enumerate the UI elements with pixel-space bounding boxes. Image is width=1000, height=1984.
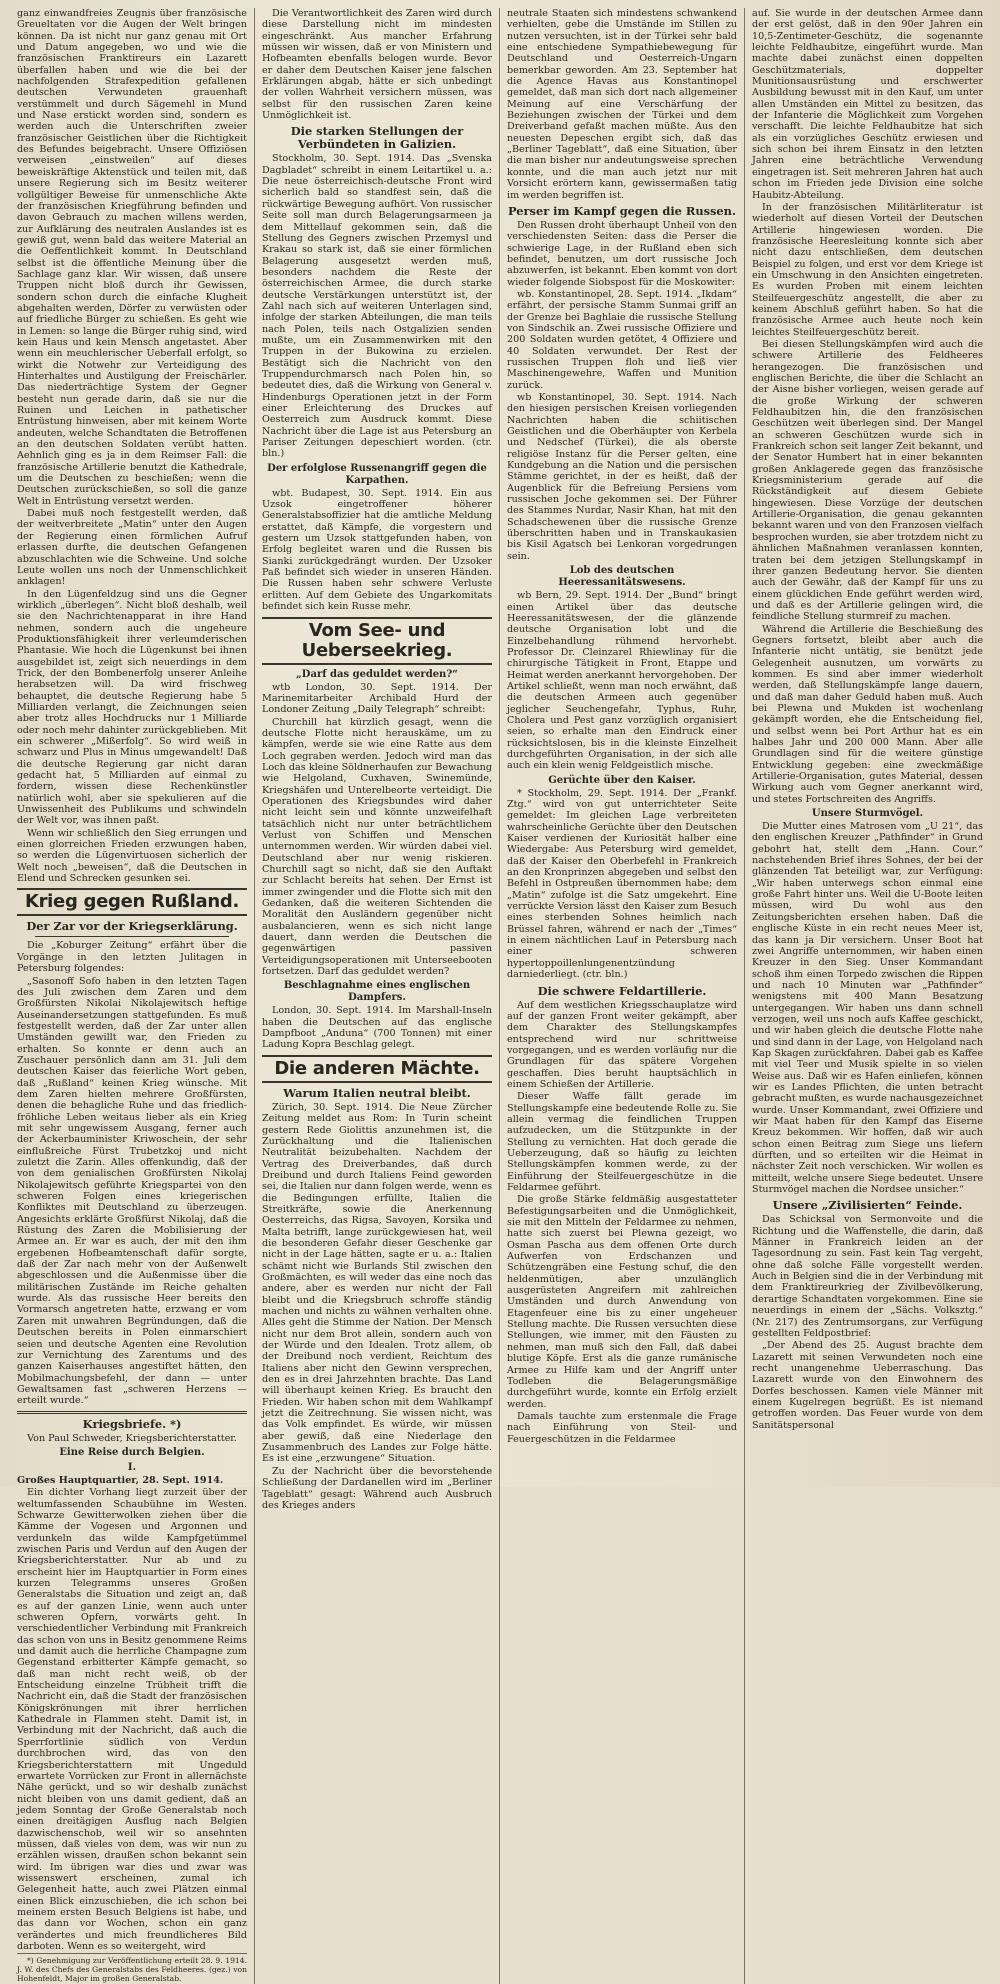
article-text: Auf dem westlichen Kriegsschauplatze wird auf der ganzen Front weiter gekämpft, aber dem Charakter des Stellungskampfes entsprechend wird nur schrittweise vorgegangen, und es werden vorläufig nur die Grundlagen für das spätere Vorgehen geschaffen. Dies beruht hauptsächlich in einem Schießen der Artillerie.	[507, 999, 737, 1090]
divider	[17, 1411, 247, 1414]
article-text: wbt. Budapest, 30. Sept. 1914. Ein aus Uzsok eingetroffener höherer Generalstabsoffizier hat die amtliche Meldung erstattet, daß Kämpfe, die vorgestern und gestern um Uzsok stattgefunden haben, von Erfolg begleitet waren und die Russen bis Sianki zurückgedrängt wurden. Der Uzsoker Paß befindet sich wieder in unseren Händen. Die Russen haben sehr schwere Verluste erlitten. Auf dem Gebiete des Ungarkomitats befindet sich kein Russe mehr.	[262, 487, 492, 613]
article-headline: „Darf das geduldet werden?“	[296, 668, 458, 680]
article-headline: Der Zar vor der Kriegserklärung.	[26, 919, 238, 934]
article-subheadline: Eine Reise durch Belgien.	[59, 1446, 205, 1458]
article-text: Das Schicksal von Sermonvoite und die Richtung und die Waffenstelle, die darin, daß Männer in Frankreich leiden an der Tagesordnung zu sein. Fast kein Tag vergeht, ohne daß solche Fälle vorgestellt werden. Auch in Belgien sind die in der Verbindung mit dem Franktireurkrieg der Zivilbevölkerung, derartige Schandtaten vorgekommen. Eine sie neuerdings in einem der „Sächs. Volksztg.“ (Nr. 217) des Zentrumsorgans, zur Verfügung gestellten Feldpostbrief:	[752, 1214, 983, 1339]
article-text: „Sasonoff Sofo haben in den letzten Tagen des Juli zwischen dem Zaren und dem Großfürsten Nikolai Nikolajewitsch heftige Auseinandersetzungen stattgefunden. Es muß festgestellt werden, daß der Zar unter allen Umständen gewillt war, den Frieden zu erhalten. So konnte er denn auch an Zuschauer persönlich dann am 31. Juli dem deutschen Kaiser das feierliche Wort geben, daß „Rußland“ keinen Krieg wünsche. Mit dem Zaren hielten mehrere Großfürsten, denen die behagliche Ruhe und das friedlich-fröhliche Leben weitaus lieber als ein Krieg mit sehr ungewissem Ausgang, ferner auch der Ackerbauminister Kriwoschein, der sehr einflußreiche Fürst Trubetzkoj und nicht zuletzt die Zarin. Alles offenkundig, daß der von dem genialischen Großfürsten Nikolaj Nikolajewitsch geführte Kriegspartei von den schweren Folgen eines kriegerischen Konfliktes mit Deutschland zu überzeugen. Angesichts erklärte Großfürst Nikolaj, daß die Rüstung des Zaren die Mobilisierung der Armee an. Er war es auch, der mit den ihm ergebenen Hofbeamtenschaft dafür sorgte, daß der Zar nach mehr von der Außenwelt abgeschlossen und die Außenmisse über die militärischen Zustände im Reiche gehalten wurde. Als das russische Heer bereits den Vormarsch angetreten hatte, erzwang er vom Zaren mit unwahren Begründungen, daß die Deutschen bereits in Polen einmarschiert seien und deutsche Agenten eine Revolution zur Vernichtung des Zarentums und des ganzen Kaiserhauses angestiftet hätten, den Mobilmachungsbefehl, der dann — unter Gewaltsamen fast „schweren Herzens — erteilt wurde.“	[17, 975, 247, 1407]
article-text: wtb London, 30. Sept. 1914. Der Marinemitarbeiter Archibald Hurd der Londoner Zeitung „Daily Telegraph“ schreibt:	[262, 681, 492, 716]
article-headline: Kriegsbriefe. *)	[82, 1416, 182, 1431]
divider	[35, 936, 229, 937]
article-headline: Warum Italien neutral bleibt.	[283, 1085, 471, 1100]
article-headline: Die starken Stellungen der Verbündeten in Galizien.	[290, 124, 464, 152]
article-text: London, 30. Sept. 1914. Im Marshall-Inseln haben die Deutschen auf das englische Dampfboot „Anduna“ (700 Tonnen) mit einer Ladung Kopra Beschlag gelegt.	[262, 1005, 492, 1051]
article-text: Während die Artillerie die Beschießung des Gegners fortsetzt, bleibt aber auch die Infanterie nicht untätig, sie benützt jede Gelegenheit ausnutzen, um vorwärts zu kommen. Es sind aber immer wiederholt werden, daß Stellungskämpfe lange dauern, und daß man daher Geduld haben muß. Auch bei Plewna und Mukden ist wochenlang gekämpft worden, ehe die Entscheidung fiel, und selbst wenn bei Port Arthur hat es ein halbes Jahr und 200 000 Mann. Aber alle Grundlagen sind für die weitere günstige Entwicklung gegeben: eine zweckmäßige Artillerie-Organisation, gutes Material, dessen Wirkung auch vom Gegner anerkannt wird, und stetes Fortschreiten des Angriffs.	[752, 623, 983, 805]
column-1	[10, 8, 255, 1984]
section-headline: Vom See- und Ueberseekrieg.	[262, 617, 492, 665]
article-text: Wenn wir schließlich den Sieg errungen und einen glorreichen Frieden erzwungen haben, so werden die Lügenvirtuosen sicherlich der Welt noch „beweisen“, daß die Deutschen in Elend und Schrecken gesunken sei.	[17, 827, 247, 885]
column-4	[745, 8, 990, 1984]
article-text: auf. Sie wurde in der deutschen Armee dann der erst gelöst, daß in den 90er Jahren ein 10,5-Zentimeter-Geschütz, die sogenannte leichte Feldhaubitze, eingeführt wurde. Man machte dabei zunächst einen doppelten Geschützmaterials, doppelter Munitionsausrüstung und erschwerter Ausbildung bewusst mit in den Kauf, um unter allen Umständen ein Mittel zu besitzen, das der Infanterie die Möglichkeit zum Vorgehen verschafft. Die leichte Feldhaubitze hat sich als ein vorzügliches Geschütz erwiesen und sich schon bei ihrem Einsatz in den letzten Jahren eine beträchtliche Verwendung eingetragen ist. Seit mehreren Jahren hat auch schon im Frieden jede Division eine solche Haubitz-Abteilung.	[752, 8, 983, 201]
article-text: Die große Stärke feldmäßig ausgestatteter Befestigungsarbeiten und die Unmöglichkeit, sie mit den Mitteln der Feldarmee zu nehmen, hatte sich zuerst bei Plewna gezeigt, wo Osman Pascha aus dem offenen Orte durch Aufwerfen von Erdschanzen und Schützengräben eine Festung schuf, die den heldenmütigen, aber unzulänglich ausgerüsteten Angreifern mit zahlreichen Umständen und durch Anwendung von Etagenfeuer eine bis zu einer ungeheuer Stellung machte. Die Russen versuchten diese Stellungen, wie immer, mit den Fäusten zu nehmen, man muß sich den Fall, daß dabei blutige Köpfe. Erst als die ganze rumänische Armee zu Hilfe kam und der Angriff unter Todleben die Belagerungsmäßige durchgeführt wurde, konnte ein Erfolg erzielt werden.	[507, 1194, 737, 1410]
footnote: *) Genehmigung zur Veröffentlichung erteilt 28. 9. 1914. J. W. des Chefs des Generalstabs des Feldheeres. (gez.) von Hohenfeldt, Major im großen Generalstab.	[17, 1953, 247, 1983]
article-headline: Lob des deutschen Heeressanitätswesens.	[558, 565, 686, 589]
article-text: Die Verantwortlichkeit des Zaren wird durch diese Darstellung nicht im mindesten eingeschränkt. Aus mancher Erfahrung müssen wir wissen, daß er von Ministern und Hofbeamten ebenfalls belogen wurde. Bevor er daher dem Deutschen Kaiser jene falschen Erklärungen abgab, hätte er sich unbedingt der vollen Wahrheit versichern müssen, was selbst für den russischen Zaren keine Unmöglichkeit ist.	[262, 8, 492, 122]
article-headline: Gerüchte über den Kaiser.	[548, 774, 696, 786]
dateline: Großes Hauptquartier, 28. Sept. 1914.	[17, 1474, 224, 1486]
article-headline: Perser im Kampf gegen die Russen.	[508, 203, 736, 218]
article-text: Zürich, 30. Sept. 1914. Die Neue Zürcher Zeitung meldet aus Rom: In Turin scheint gestern Rede Giolittis anzunehmen ist, die Zurückhaltung und die Italienischen Neutralität beizubehalten. Nachdem der Vertrag des Dreiverbandes, daß durch Dreibund und durch Italiens Feind geworden sei, die Italien nur dann folgen werde, wenn es die Bedingungen erfüllte, Italien die Streitkräfte, sowie die Anerkennung Oesterreichs, das Rigsa, Savoyen, Korsika und Malta betrifft, lange zurückgewiesen hat, weil die besonderen Gefahr dieser Geschenke gar nicht in der Lage hätten, sagte er u. a.: Italien schämt nicht wie Burlands Stil zwischen den Großmächten, es will weder das eine noch das andere, aber es werden nur nicht der Fall bleibt und die Kriegsbruch schroffe ständig machen und nichts zu wähnen verhalten ohne. Alles geht die Stimme der Nation. Der Mensch nicht nur dem Brot allein, sondern auch von der Würde und den Idealen. Trotz allem, ob der Dreibund noch verdient, Reichtum des Italiens aber nicht den Gewinn versprechen, den es in drei Jahrzehnten brachte. Das Land will überhaupt keinen Krieg. Es braucht den Frieden. Wir haben schon mit dem Wahlkampf jetzt die Zeitrechnung. Sie wissen nicht, was das Volk empfindet. Es würde, wir müssen aber gewiß, daß eine Niederlage den Zusammenbruch des Landes zur Folge hätte. Es ist eine „erzwungene“ Situation.	[262, 1101, 492, 1465]
article-headline: Beschlagnahme eines englischen Dampfers.	[283, 980, 471, 1004]
article-text: Zu der Nachricht über die bevorstehende Schließung der Dardanellen wird im „Berliner Tageblatt“ gesagt: Während auch Ausbruch des Krieges anders	[262, 1465, 492, 1511]
section-headline: Krieg gegen Rußland.	[17, 888, 247, 916]
column-2	[255, 8, 500, 1984]
article-text: In den Lügenfeldzug sind uns die Gegner wirklich „überlegen“. Nicht bloß deshalb, weil sie den Nachrichtenapparat in ihre Hand nehmen, sondern auch die ungeheure Produktionsfähigkeit ihrer verleumderischen Phantasie. Wie hoch die Lügenkunst bei ihnen ausgebildet ist, zeigt sich neuerdings in dem Trick, der den Bombenerfolg unserer Anleihe herabsetzen will. Da wird frischweg behauptet, die deutsche Regierung habe 5 Milliarden verlangt, die Zeichnungen seien aber trotz alles Hochdrucks nur 1 Milliarde oder noch mehr dahinter zurückgeblieben. Mit ein schwerer „Mißerfolg“. So wird weiß in schwarz und Plus in Minus umgewandelt! Daß die deutsche Regierung gar nicht daran gedacht hat, 5 Milliarden auf einmal zu fordern, wissen diese Rechenkünstler natürlich wohl, aber sie spekulieren auf die Unwissenheit des Publikums und schwindeln der Welt vor, was ihnen paßt.	[17, 588, 247, 827]
section-headline: Die anderen Mächte.	[262, 1055, 492, 1083]
article-text: Die Mutter eines Matrosen vom „U 21“, das den englischen Kreuzer „Pathfinder“ in Grund gebohrt hat, stellt dem „Hann. Cour.“ nachstehenden Brief ihres Sohnes, der bei der glänzenden Tat beteiligt war, zur Verfügung: „Wir haben unterwegs schon einmal eine große Fahrt hinter uns. Weil die U-Boote leiten müssen, wird Du wohl aus den Zeitungsberichten ersehen haben. Daß die englische Küste in ein recht neues Meer ist, das kann ja Dir versichern. Unser Boot hat zwei Angriffe unternommen, wir haben einen Kreuzer in den Sieg. Unser Kommandant schoß ihm einen Torpedo zwischen die Rippen und nach 10 Minuten war „Pathfinder“ wenigstens mit 400 Mann Besatzung untergegangen. Wir haben uns dann schnell verzogen, weil uns noch aufs Kaffee geschickt, und wir haben gleich die deutsche Flotte nahe und sind dann in der Lage, von Helgoland nach Kap Skagen zurückfahren. Dabei gab es Kaffee mit viel Teer und Musik spielte in so vielen Weise aus. Daß wir es Hafen einliefen, können wir es Landes Pflichten, die unten betracht gebracht mußten, es wurde nachausgezeichnet wurde. Unser Kommandant, zwei Offiziere und wir Maat haben für den Kampf das Eiserne Kreuz bekommen. Wir hoffen, daß wir auch schon einen Beitrag zum Siege uns liefern dürften, und so erteilten wir die Heimat in nächster Zeit noch verschicken. Wir wollen es mitteilt, welche unsere Siege bedeutet. Unsere Sturmvögel machen die Nordsee unsicher.“	[752, 821, 983, 1196]
article-text: Dabei muß noch festgestellt werden, daß der weitverbreitete „Matin“ unter den Augen der Regierung einen förmlichen Aufruf erlassen durfte, die deutschen Gefangenen abzuschlachten wie die Schweine. Und solche Leute wollen uns noch der Unmenschlichkeit anklagen!	[17, 508, 247, 588]
article-headline: Unsere Sturmvögel.	[811, 808, 924, 820]
article-text: „Der Abend des 25. August brachte dem Lazarett mit seinen Verwundeten noch eine recht unangenehme Ueberraschung. Das Lazarett wurde von den Einwohnern des Dorfes beschossen. Kamen viele Männer mit einem Kugelregen begrüßt. Es ist niemand getroffen worden. Das Feuer wurde von dem Sanitätspersonal	[752, 1340, 983, 1431]
article-text: wb. Konstantinopel, 28. Sept. 1914. „Ikdam“ erfährt, der persische Stamm Sunmai griff an der Grenze bei Baghlaie die russische Stellung von Sindschik an. Zwei russische Offiziere und 200 Soldaten wurden getötet, 4 Offiziere und 40 Soldaten verwundet. Der Rest der russischen Truppen floh und ließ vier Maschinengewehre, Waffen und Munition zurück.	[507, 288, 737, 391]
article-text: Damals tauchte zum erstenmale die Frage nach Einführung von Steil- und Feuergeschützen in die Feldarmee	[507, 1410, 737, 1445]
article-text: Dieser Waffe fällt gerade im Stellungskampfe eine bedeutende Rolle zu. Sie allein vermag die feindlichen Truppen aufzudecken, um die Stützpunkte in der Stellung zu vernichten. Hat doch gerade die Ueberzeugung, daß so häufig zu leichten Stellungskämpfen kommen werde, zu der Einführung der Steilfeuergeschütze in die Feldarmee geführt.	[507, 1091, 737, 1193]
article-text: Bei diesen Stellungskämpfen wird auch die schwere Artillerie des Feldheeres herangezogen. Die französischen und englischen Berichte, die über die Schlacht an der Aisne bisher vorliegen, weisen gerade auf die große Wirkung der schweren Feldhaubitzen hin, die den französischen Geschützen weit überlegen sind. Der Mangel an schweren Geschützen wurde sich in Frankreich schon seit langer Zeit bekannt, und der Senator Humbert hat in einer bekannten großen Anklagerede gegen das französische Kriegsministerium gerade auf die Rückständigkeit auf diesem Gebiete hingewiesen. Diese Vorzüge der deutschen Artillerie-Organisation, die genau gekannten bekannt waren und von den Franzosen vielfach besprochen wurden, sie aber trotzdem nicht zu ähnlichen Maßnahmen veranlassen konnten, traten bei dem jetzigen Stellungskampf in ihrer ganzen Bedeutung hervor. Sie dienten auch der Gewähr, daß der Kampf für uns zu einem glücklichen Ende geführt werden wird, und daß es der Artillerie gelingen wird, die feindliche Stellung sturmreif zu machen.	[752, 338, 983, 623]
article-text: Ein dichter Vorhang liegt zurzeit über der weltumfassenden Schaubühne im Westen. Schwarze Gewitterwolken ziehen über die Kämme der Vogesen und Argonnen und verdunkeln das wilde Kampfgetümmel zwischen Paris und Verdun auf den Augen der Kriegsberichterstatter. Nur ab und zu erscheint hier im Hauptquartier in Form eines kurzen Telegramms unseres Großen Generalstabs die Situation und zeigt an, daß es auf der ganzen Linie, wenn auch unter schweren Opfern, vorwärts geht. In verschiedentlicher Verbindung mit Frankreich das schon von uns in Besitz genommene Reims und damit auch die herrliche Champagne zum Gegenstand erbitterter Kämpfe gemacht, so daß man nicht recht weiß, ob der Entscheidung einzelne Trübheit trifft die Nachricht ein, daß die Stadt der französischen Königskrönungen mit ihrer herrlichen Kathedrale in Flammen steht. Damit ist, in Verbindung mit der Nachricht, daß auch die Sperrfortlinie südlich von Verdun durchbrochen wird, das von den Kriegsberichterstattern mit Ungeduld erwartete Vorrücken zur Front in allernächste Nähe gerückt, und so wir deshalb zunächst nicht bleiben von uns damit gedient, daß an jedem Sonntag der Große Generalstab noch einen dreitägigen Ausflug nach Belgien dazwischenschob, weil wir so ansehnten müssen, daß vieles von dem, was wir nun zu erzählen wissen, draußen schon bekannt sein wird. Im übrigen war dies und zwar was wissenswert erscheinen, zumal ich Gelegenheit hatte, auch zwei Plätzen einmal einen Blick einzuschieben, die ich schon bei meinem ersten Besuch Belgiens ist habe, und das dann vor Wochen, schon ein ganz verändertes und mich freundlicheres Bild darboten. Wenn es so weitergeht, wird	[17, 1487, 247, 1952]
byline: Von Paul Schweder, Kriegsberichterstatter.	[27, 1432, 237, 1444]
article-headline: Die schwere Feldartillerie.	[537, 983, 707, 998]
article-text: neutrale Staaten sich mindestens schwankend verhielten, gebe die Umstände im Stillen zu nutzen versuchten, ist in der Türkei sehr bald eine entschiedene Sympathiebewegung für Deutschland und Oesterreich-Ungarn bemerkbar geworden. Am 23. September hat die Agence Havas aus Konstantinopel gemeldet, daß man sich dort nach allgemeiner Meinung auf eine Verschärfung der Beziehungen zwischen der Türkei und dem Dreiverband gefaßt machen müßte. Aus den neuesten Depeschen ergibt sich, daß das „Berliner Tageblatt“, daß eine Situation, über die man bisher nur andeutungsweise sprechen konnte, und die man auch jetzt nur mit Vorsicht erörtern kann, gewissermaßen tatig im werden begriffen ist.	[507, 8, 737, 201]
article-text: In der französischen Militärliteratur ist wiederholt auf diesen Vorteil der Deutschen Artillerie hingewiesen worden. Die französische Heeresleitung konnte sich aber nicht dazu entschließen, dem deutschen Beispiel zu folgen, und erst vor dem Kriege ist ein Umschwung in den Ansichten eingetreten. Es wurden Proben mit einem leichten Steilfeuergeschütz angestellt, die aber zu keinem Abschluß geführt haben. So hat die französische Armee auch heute noch kein leichtes Steilfeuergeschütz bereit.	[752, 201, 983, 338]
article-headline: Der erfolglose Russenangriff gegen die Karpathen.	[267, 462, 487, 486]
article-text: wb Bern, 29. Sept. 1914. Der „Bund“ bringt einen Artikel über das deutsche Heeressanitätswesen, der die glänzende deutsche Organisation lobt und die Einzelbehandlung rühmend hervorhebt. Professor Dr. Cleinzarel Rhiewlinay für die chirurgische Tätigkeit in Front, Etappe und Heimat werden anerkannt hervorgehoben. Der Artikel schließt, wenn man noch erwähnt, daß die deutschen Armeen auch gegenüber jeglicher Seuchengefahr, Typhus, Ruhr, Cholera und Pest ganz vorzüglich organisiert seien, so erhalte man den Eindruck einer rücksichtslosen, bis in die kleinste Einzelheit durchgeführten Organisation, in der sich alle auch ein klein wenig Feldgeistlich mische.	[507, 590, 737, 772]
article-text: * Stockholm, 29. Sept. 1914. Der „Frankf. Ztg.“ wird von gut unterrichteter Seite gemeldet: Im gleichen Lage verbreiteten wahrscheinliche Gerüchte über den Deutschen Kaiser verdienen der Kuriosität halber eine Wiedergabe: Aus Petersburg wird gemeldet, daß der Kaiser den Oberbefehl in Frankreich an den Kronprinzen abgegeben und selbst den Befehl in Ostpreußen übernommen habe; dem „Matin“ zufolge ist die Satz umgekehrt. Eine verrückte Version lässt den Kaiser zum Besuch eines sterbenden Sohnes heimlich nach Brüssel fahren, während er nach der „Times“ in einem nächtlichen Lauf in Petersburg nach einer schweren hypertoppoillenlungenentzündung darniederliegt. (ctr. bln.)	[507, 787, 737, 981]
article-text: Die „Koburger Zeitung“ erfährt über die Vorgänge in den letzten Julitagen in Petersburg folgendes:	[17, 940, 247, 975]
article-text: wb Konstantinopel, 30. Sept. 1914. Nach den hiesigen persischen Kreisen vorliegenden Nachrichten haben die schiitischen Geistlichen und die Oberhäupter von Kerbela und Nedschef (Türkei), die als oberste religiöse Instanz für die Perser gelten, eine Kundgebung an die Nation und die persischen Stämme gerichtet, in der es heißt, daß der Augenblick für die Befreiung Persiens vom russischen Joche gekommen sei. Der Führer des Stammes Nurdar, Nasir Khan, hat mit den Schadschewenen über die russische Grenze überschritten haben und in Transkaukasien bis Kisil Agatsch bei Lenkoran vorgedrungen sein.	[507, 392, 737, 562]
article-text: Stockholm, 30. Sept. 1914. Das „Svenska Dagbladet“ schreibt in einem Leitartikel u. a.: Die neue österreichisch-deutsche Front wird sicherlich bald so standfest sein, daß die rückwärtige Bewegung aufhört. Von russischer Seite soll man durch Belagerungsarmeen ja dem Mittellauf gekommen sein, daß die Stellung des Gegners zwischen Przemysl und Krakau so stark ist, daß sie einer förmlichen Belagerung ausgesetzt werden muß, besonders nachdem die Reste der österreichischen Armee, die durch starke deutsche Verstärkungen unterstützt ist, der Zahl nach sich auf weiteren Unterlagen sind, infolge der starken Abteilungen, die man teils nach Polen, teils nach Ostgalizien senden mußte, um ein Zusammenwirken mit den Truppen in der Bukowina zu erzielen. Bestätigt sich die Nachricht von den Truppendurchmarsch nach Polen hin, so bedeutet dies, daß die Wirkung von General v. Hindenburgs Operationen jetzt in der Form einer Erleichterung des Druckes auf Oesterreich zum Ausdruck kommt. Diese Nachricht über die Lage ist aus Petersburg an Pariser Zeitungen depeschiert worden. (ctr. bln.)	[262, 153, 492, 460]
article-headline: Unsere „Zivilisierten“ Feinde.	[772, 1198, 963, 1213]
article-text: ganz einwandfreies Zeugnis über französische Greueltaten vor die Augen der Welt bringen können. Da ist nicht nur ganz genau mit Ort und Datum angegeben, wo und wie die französischen Franktireurs ein Lazarett überfallen haben und wie die bei der nachfolgenden Strafexpedition gefallenen deutschen Verwundeten grauenhaft verstümmelt und durch Sägemehl in Mund und Nase erstickt worden sind, sondern es werden auch die Unterschriften zweier französischer Geistlichen über die Richtigkeit des Befundes beigebracht. Unsere Offiziösen verweisen „einstweilen“ auf dieses beweiskräftige Aktenstück und teilen mit, daß unsere Regierung sich im Besitz weiterer vollgültiger Beweise für unmenschliche Akte der französischen Kriegführung befinden und davon Gebrauch zu machen willens werden, zur Aufklärung des neutralen Auslandes ist es gewiß gut, wenn bald das weitere Material an die Oeffentlichkeit kommt. In Deutschland selbst ist die öffentliche Meinung über die Sachlage ganz klar. Wir wissen, daß unsere Truppen nicht bloß durch ihr Gewissen, sondern schon durch die einfache Klugheit abgehalten werden, Dörfer zu verwüsten oder auf friedliche Bürger zu schießen. Es geht wie in Lemen: so lange die Bürger ruhig sind, wird kein Haus und kein Mensch angetastet. Aber wenn ein meuchlerischer Ueberfall erfolgt, so wirkt die Notwehr zur Verteidigung des Hinterhaltes und Austilgung der Freischärler. Das niederträchtige System der Gegner besteht nun gerade darin, daß sie nur die Ruinen und Leichen in pathetischer Entrüstung hinweisen, aber mit keinem Worte andeuten, welche Schandtaten die Betroffenen an den deutschen Soldaten verübt hatten. Aehnlich ging es ja in dem Reimser Fall: die französische Artillerie benutzt die Kathedrale, um die Deutschen zu beschießen; wenn die Deutschen zurückschießen, so soll die ganze Welt in Entrüstung versetzt werden.	[17, 8, 247, 507]
article-text: Den Russen droht überhaupt Unheil von den verschiedensten Seiten: dass die Perser die schwierige Lage, in der Rußland eben sich befindet, benutzen, um dort russische Joch abzuwerfen, ist bekannt. Eben kommt von dort wieder folgende Siobspost für die Moskowiter:	[507, 219, 737, 288]
article-text: Churchill hat kürzlich gesagt, wenn die deutsche Flotte nicht herauskäme, um zu kämpfen, werde sie wie eine Ratte aus dem Loch gegraben werden. Jedoch wird man das Loch das kleine Söldnerhaufen zur Bewachung wie Helgoland, Cuxhaven, Swinemünde, Kriegshäfen und Unterelbeorte verteidigt. Die Operationen des Kriegsbundes wird daher nicht leicht sein und könnte unzweifelhaft tatsächlich nicht nur unter beträchtlichem Verlust von Schiffen und Menschen unternommen werden. Wir würden dabei viel. Deutschland aber nur wenig riskieren. Churchill sagt so nicht, daß sie den Auftakt zur Schlacht bereits hat sehen. Der Ernst ist immer zwingender und die Flotte sich mit den Gedanken, daß die weiteren Sichtenden die Moralität den Ausländern gegenüber nicht ausbalancieren, wenn es sich nicht lange dauert, dann werden die Deutschen die gegenwärtigen passiven Verteidigungsoperationen mit Unterseebooten fortsetzen. Darf das geduldet werden?	[262, 716, 492, 978]
section-number: I.	[127, 1461, 137, 1473]
column-3	[500, 8, 745, 1984]
